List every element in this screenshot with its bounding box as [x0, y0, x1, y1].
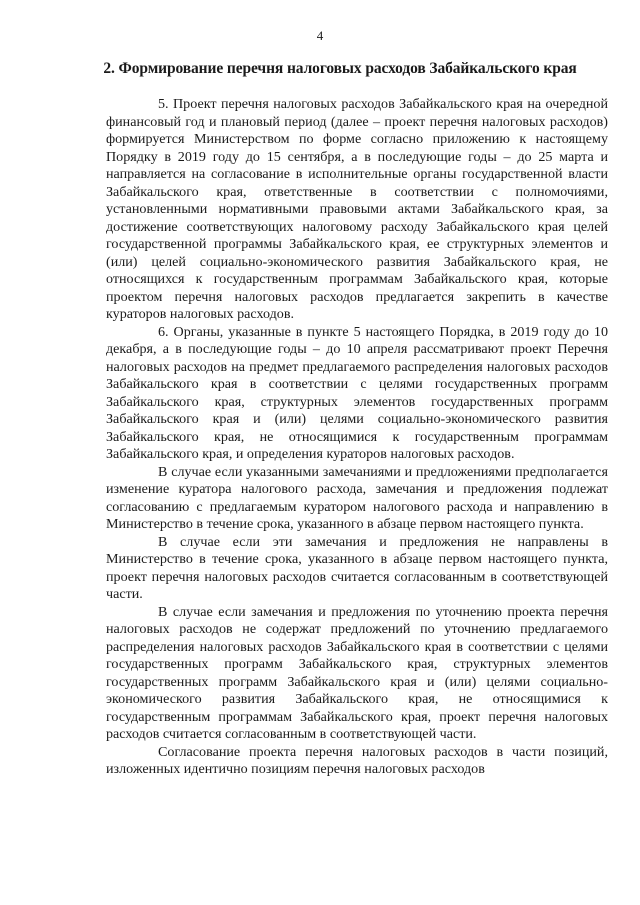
paragraph-no-clarifications: В случае если замечания и предложения по уточнению проекта перечня налоговых расходов не содержат предложений по уточнению предлагаемого распределения налоговых расходов Забайкальского края в соответствии с целями государственных программ Забайкальского края, структурных элементов государственных программ Забайкальского края и (или) целями социально-экономического развития Забайкальского края, не относящимися к государственным программам Забайкальского края, проект перечня налоговых расходов считается согласованным в соответствующей части. [106, 603, 608, 742]
section-title: 2. Формирование перечня налоговых расходов Забайкальского края [103, 60, 577, 77]
paragraph-item-5: 5. Проект перечня налоговых расходов Забайкальского края на очередной финансовый год и плановый период (далее – проект перечня налоговых расходов) формируется Министерством по форме согласно приложению к настоящему Порядку в 2019 году до 15 сентября, а в последующие годы – до 25 марта и направляется на согласование в исполнительные органы государственной власти Забайкальского края, ответственные в соответствии с полномочиями, установленными нормативными правовыми актами Забайкальского края, за достижение соответствующих налоговому расходу Забайкальского края целей государственной программы Забайкальского края, ее структурных элементов и (или) целей социально-экономического развития Забайкальского края, не относящихся к государственным программам Забайкальского края, которые проектом перечня налоговых расходов предлагается закрепить в качестве кураторов налоговых расходов. [106, 96, 608, 322]
paragraph-curator-change: В случае если указанными замечаниями и предложениями предполагается изменение куратора налогового расхода, замечания и предложения подлежат согласованию с предлагаемым куратором налогового расхода и направлению в Министерство в течение срока, указанного в абзаце первом настоящего пункта. [106, 463, 608, 532]
document-body [106, 96, 608, 779]
paragraph-item-6: 6. Органы, указанные в пункте 5 настоящего Порядка, в 2019 году до 10 декабря, а в последующие годы – до 10 апреля рассматривают проект Перечня налоговых расходов на предмет предлагаемого распределения налоговых расходов Забайкальского края в соответствии с целями государственных программ Забайкальского края, структурных элементов государственных программ Забайкальского края и (или) целями социально-экономического развития Забайкальского края, не относящимися к государственным программам Забайкальского края, и определения кураторов налоговых расходов. [106, 323, 608, 462]
paragraph-approval-identical: Согласование проекта перечня налоговых расходов в части позиций, изложенных идентично позициям перечня налоговых расходов [106, 743, 608, 777]
page-number: 4 [316, 28, 324, 43]
paragraph-not-sent: В случае если эти замечания и предложения не направлены в Министерство в течение срока, указанного в абзаце первом настоящего пункта, проект перечня налоговых расходов считается согласованным в соответствующей части. [106, 533, 608, 602]
